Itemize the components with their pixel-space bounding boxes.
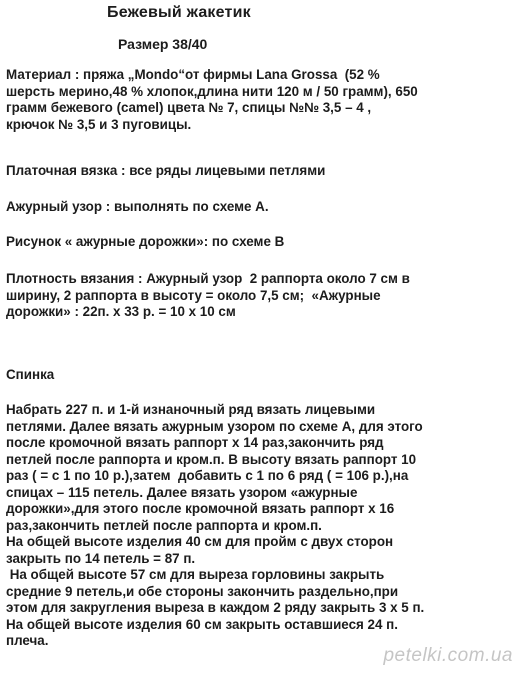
size-line: Размер 38/40 xyxy=(118,36,208,52)
risunok-paragraph: Рисунок « ажурные дорожки»: по схеме В xyxy=(6,234,285,249)
spinka-heading: Спинка xyxy=(6,367,55,382)
spinka-paragraph: Набрать 227 п. и 1-й изнаночный ряд вязать лицевыми петлями. Далее вязать ажурным узором по схеме А, для этого после кромочной вязать раппорт х 14 раз,закончить ряд петлей после раппорта и кром.п. В высоту вязать раппорт 10 раз ( = с 1 по 10 р.),затем добавить с 1 по 6 ряд ( = 106 р.),на спицах – 115 петель. Далее вязать узором «ажурные дорожки»,для этого после кромочной вязать раппорт х 16 раз,закончить петлей после раппорта и кром.п. На общей высоте изделия 40 см для пройм с двух сторон закрыть по 14 петель = 87 п. На общей высоте 57 см для выреза горловины закрыть средние 9 петель,и обе стороны закончить раздельно,при этом для закругления выреза в каждом 2 ряду закрыть 3 х 5 п. На общей высоте изделия 60 см закрыть оставшиеся 24 п. плеча. xyxy=(6,402,425,648)
plotnost-paragraph: Плотность вязания : Ажурный узор 2 раппорта около 7 см в ширину, 2 раппорта в высоту = около 7,5 см; «Ажурные дорожки» : 22п. х 33 р. = 10 х 10 см xyxy=(6,271,410,319)
document-title: Бежевый жакетик xyxy=(107,4,251,21)
watermark: petelki.com.ua xyxy=(383,645,513,666)
platochnaya-paragraph: Платочная вязка : все ряды лицевыми петлями xyxy=(6,163,326,178)
material-paragraph: Материал : пряжа „Mondo“от фирмы Lana Grossa (52 % шерсть мерино,48 % хлопок,длина нити 120 м / 50 грамм), 650 грамм бежевого (camel) цвета № 7, спицы №№ 3,5 – 4 , крючок № 3,5 и 3 пуговицы. xyxy=(6,67,418,132)
azhurny-paragraph: Ажурный узор : выполнять по схеме А. xyxy=(6,199,269,214)
